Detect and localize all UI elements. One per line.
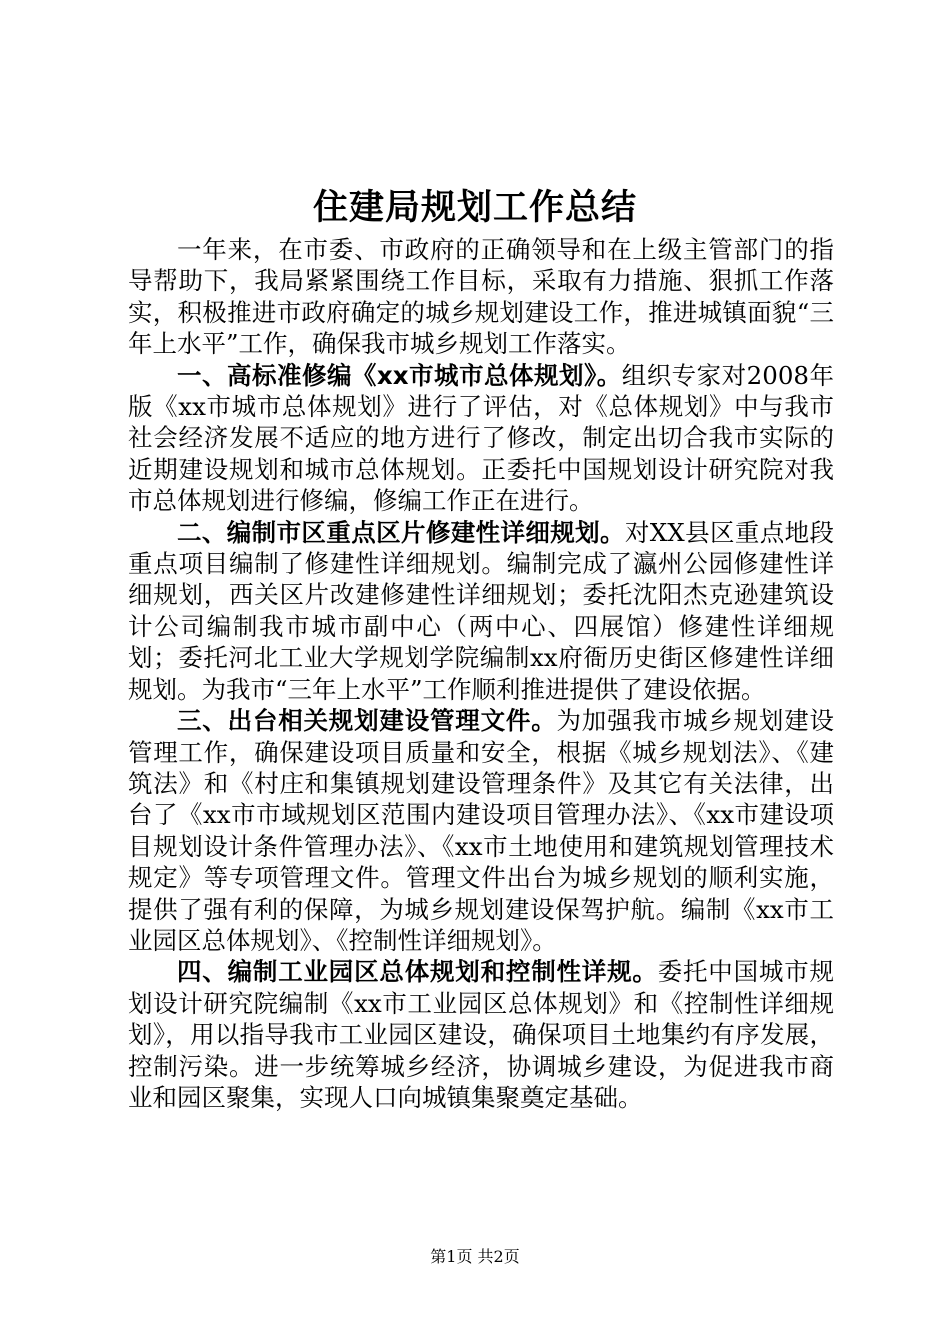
section-heading-3: 三、出台相关规划建设管理文件。 bbox=[177, 706, 557, 736]
intro-paragraph: 一年来，在市委、市政府的正确领导和在上级主管部门的指导帮助下，我局紧紧围绕工作目标，采取有力措施、狠抓工作落实，积极推进市政府确定的城乡规划建设工作，推进城镇面貌“三年上水平”工作，确保我市城乡规划工作落实。 bbox=[128, 235, 834, 359]
document-body bbox=[128, 234, 834, 1113]
section-text-1: 组织专家对2008年版《xx市城市总体规划》进行了评估，对《总体规划》中与我市社会经济发展不适应的地方进行了修改，制定出切合我市实际的近期建设规划和城市总体规划。正委托中国规划设计研究院对我市总体规划进行修编，修编工作正在进行。 bbox=[128, 360, 834, 516]
section-text-3: 为加强我市城乡规划建设管理工作，确保建设项目质量和安全，根据《城乡规划法》、《建筑法》和《村庄和集镇规划建设管理条件》及其它有关法律，出台了《xx市市域规划区范围内建设项目管理办法》、《xx市建设项目规划设计条件管理办法》、《xx市土地使用和建筑规划管理技术规定》等专项管理文件。管理文件出台为城乡规划的顺利实施，提供了强有利的保障，为城乡规划建设保驾护航。编制《xx市工业园区总体规划》、《控制性详细规划》。 bbox=[128, 706, 834, 955]
section-heading-1: 一、高标准修编《xx市城市总体规划》。 bbox=[177, 360, 622, 390]
section-text-4: 委托中国城市规划设计研究院编制《xx市工业园区总体规划》和《控制性详细规划》，用以指导我市工业园区建设，确保项目土地集约有序发展，控制污染。进一步统筹城乡经济，协调城乡建设，为促进我市商业和园区聚集，实现人口向城镇集聚奠定基础。 bbox=[128, 957, 835, 1112]
page-footer: 第1页 共2页 bbox=[430, 1247, 520, 1266]
section-paragraph-4 bbox=[128, 956, 834, 1113]
document-title: 住建局规划工作总结 bbox=[312, 188, 637, 228]
section-heading-4: 四、编制工业园区总体规划和控制性详规。 bbox=[177, 957, 658, 987]
section-heading-2: 二、编制市区重点区片修建性详细规划。 bbox=[177, 517, 625, 547]
section-paragraph-3 bbox=[128, 705, 834, 956]
section-paragraph-2 bbox=[128, 517, 834, 705]
section-paragraph-1 bbox=[128, 360, 834, 517]
section-text-2: 对XX县区重点地段重点项目编制了修建性详细规划。编制完成了瀛州公园修建性详细规划，西关区片改建修建性详细规划；委托沈阳杰克逊建筑设计公司编制我市城市副中心（两中心、四展馆）修建性详细规划；委托河北工业大学规划学院编制xx府衙历史街区修建性详细规划。为我市“三年上水平”工作顺利推进提供了建设依据。 bbox=[128, 517, 834, 704]
